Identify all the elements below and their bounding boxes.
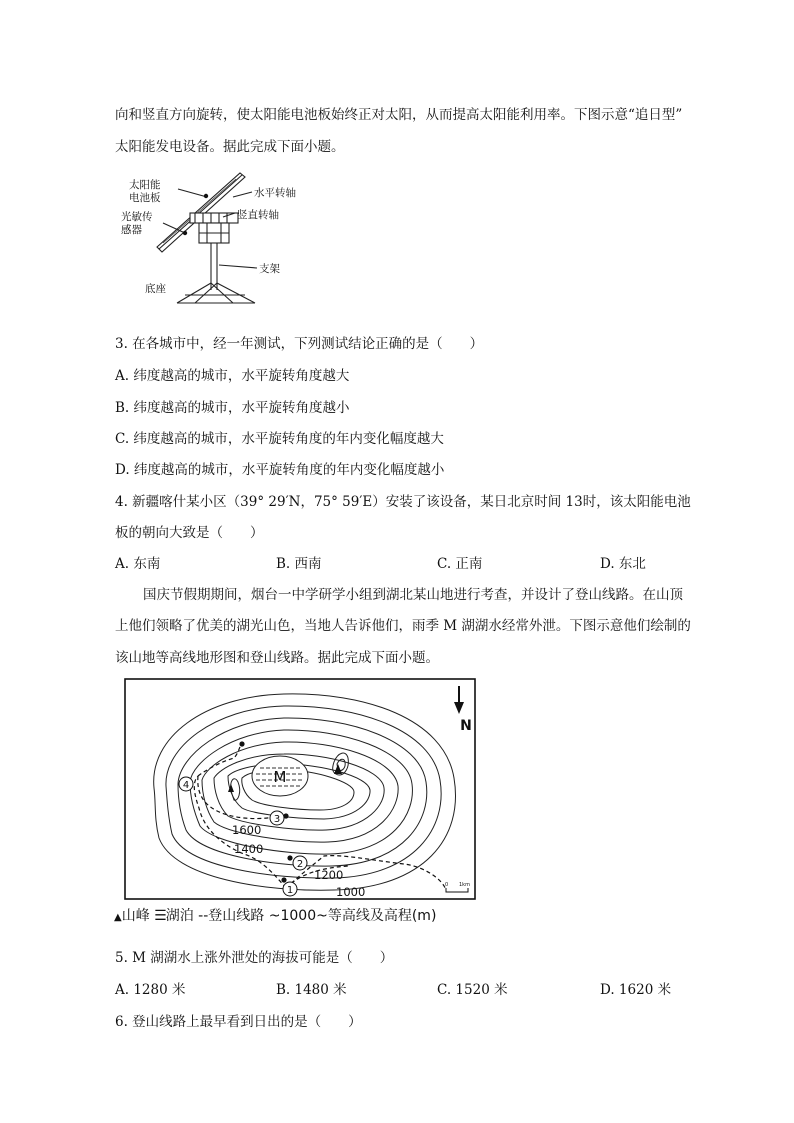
- q6-stem: 6. 登山线路上最早看到日出的是（ ）: [115, 1014, 362, 1030]
- intro2-line3: 该山地等高线地形图和登山线路。据此完成下面小题。: [115, 650, 439, 666]
- label-vertical-axis: 竖直转轴: [237, 209, 279, 221]
- legend-contour-value: 1000: [280, 908, 317, 924]
- legend-contour: 等高线及高程(m): [327, 908, 437, 924]
- label-light-sensor-line2: 感器: [121, 224, 142, 236]
- route-point-dot: [287, 855, 292, 860]
- q3-option-d[interactable]: D. 纬度越高的城市，水平旋转角度的年内变化幅度越小: [115, 462, 445, 478]
- q3-option-c[interactable]: C. 纬度越高的城市，水平旋转角度的年内变化幅度越大: [115, 431, 444, 447]
- intro2-line1: 国庆节假期期间，烟台一中学研学小组到湖北某山地进行考查，并设计了登山线路。在山顶: [143, 587, 683, 603]
- label-solar-panel: [129, 179, 161, 205]
- route-point-3: 3: [273, 814, 281, 825]
- q5-option-b[interactable]: B. 1480 米: [276, 982, 347, 998]
- peak-legend-icon: ▲: [114, 912, 122, 923]
- lake-legend-icon: ☰: [154, 908, 166, 924]
- intro1-line2: 太阳能发电设备。据此完成下面小题。: [115, 139, 345, 155]
- intro1-line1: 向和竖直方向旋转，使太阳能电池板始终正对太阳，从而提高太阳能利用率。下图示意“追日型”: [115, 107, 683, 123]
- contour-legend-icon: ~: [268, 908, 281, 924]
- north-label: N: [460, 718, 472, 734]
- lake-label: M: [273, 768, 287, 786]
- label-stand: 支架: [259, 263, 280, 275]
- contour-label-1400: 1400: [234, 842, 264, 856]
- q4-option-d[interactable]: D. 东北: [600, 556, 646, 572]
- label-light-sensor-line1: 光敏传: [121, 211, 153, 223]
- q4-option-b[interactable]: B. 西南: [276, 556, 322, 572]
- route-point-2: 2: [296, 859, 304, 870]
- q4-option-a[interactable]: A. 东南: [115, 556, 161, 572]
- legend-lake: 湖泊: [165, 908, 194, 924]
- label-solar-panel-line2: 电池板: [129, 192, 161, 204]
- contour-label-1000: 1000: [336, 885, 366, 899]
- contour-label-1600: 1600: [232, 823, 262, 837]
- label-horizontal-axis: 水平转轴: [254, 187, 296, 199]
- label-base: 底座: [145, 283, 166, 295]
- scale-zero: 0: [445, 882, 449, 888]
- q3-stem: 3. 在各城市中，经一年测试，下列测试结论正确的是（ ）: [115, 336, 484, 352]
- q5-option-d[interactable]: D. 1620 米: [600, 982, 672, 998]
- q5-option-a[interactable]: A. 1280 米: [115, 982, 186, 998]
- route-legend-icon: --: [198, 908, 209, 924]
- route-point-dot: [239, 741, 244, 746]
- q4-stem-line2: 板的朝向大致是（ ）: [115, 525, 264, 541]
- contour-label-1200: 1200: [314, 868, 344, 882]
- q4-stem-line1: 4. 新疆喀什某小区（39° 29′N，75° 59′E）安装了该设备，某日北京时间 13时，该太阳能电池: [115, 494, 691, 510]
- q3-option-a[interactable]: A. 纬度越高的城市，水平旋转角度越大: [115, 368, 350, 384]
- contour-map-drawing: [124, 678, 476, 900]
- intro2-line2: 上他们领略了优美的湖光山色，当地人告诉他们，雨季 M 湖湖水经常外泄。下图示意他们绘制的: [115, 618, 691, 634]
- route-point-dot: [281, 877, 286, 882]
- q4-option-c[interactable]: C. 正南: [437, 556, 483, 572]
- contour-map: [124, 678, 476, 900]
- q5-option-c[interactable]: C. 1520 米: [437, 982, 508, 998]
- label-solar-panel-line1: 太阳能: [129, 179, 161, 191]
- legend-route: 登山线路: [208, 908, 265, 924]
- route-point-1: 1: [286, 885, 294, 896]
- scale-one-km: 1km: [459, 882, 470, 888]
- label-light-sensor: [121, 211, 153, 237]
- solar-device-figure: [115, 165, 315, 307]
- legend-peak: 山峰: [121, 908, 150, 924]
- q5-stem: 5. M 湖湖水上涨外泄处的海拔可能是（ ）: [115, 950, 394, 966]
- q3-option-b[interactable]: B. 纬度越高的城市，水平旋转角度越小: [115, 400, 350, 416]
- contour-legend-icon: ~: [316, 908, 328, 924]
- route-point-4: 4: [182, 780, 190, 791]
- map-legend: [114, 905, 436, 925]
